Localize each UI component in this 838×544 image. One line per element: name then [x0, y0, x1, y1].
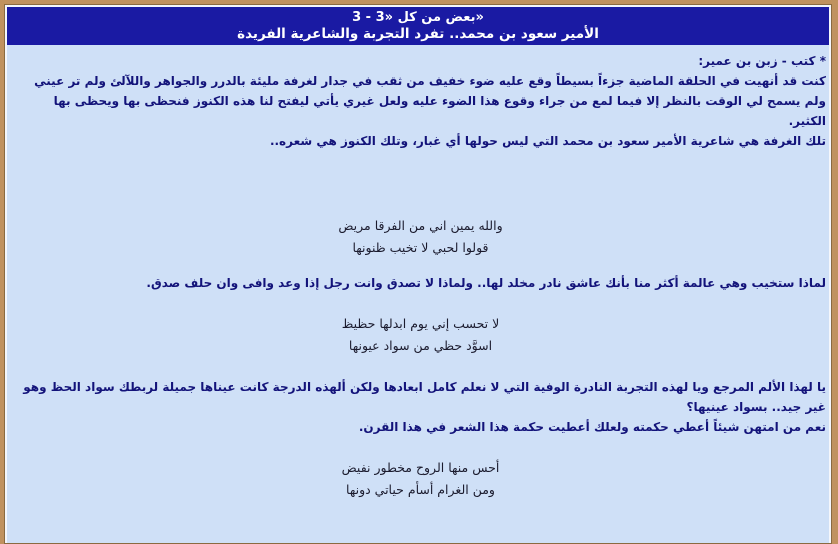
spacer — [15, 293, 826, 313]
poem-line: اسوَّد حظي من سواد عيونها — [348, 338, 493, 353]
paragraph-5: نعم من امتهن شيئاً أعطي حكمته ولعلك أعطيت حكمة هذا الشعر في هذا القرن. — [358, 420, 826, 434]
paragraph-4: يا لهذا الألم المرجع ويا لهذه التجربة النادرة الوفية التي لا نعلم كامل ابعادها ولكن ألهذه الدرجة كانت عيناها جميلة لربطك سواد الحظ وهو غير جيد.. بسواد عينيها؟ — [23, 380, 826, 414]
series-title: بعض من كل «3 - 3» — [352, 10, 484, 25]
spacer — [15, 437, 826, 457]
poem-line: والله يمين اني من الفرقا مريض — [338, 218, 503, 233]
spacer — [15, 357, 826, 377]
paragraph-3: لماذا ستخيب وهي عالمة أكثر منا بأنك عاشق نادر مخلد لها.. ولماذا لا تصدق وانت رجل إذا وعد وافى وان حلف صدق. — [146, 276, 826, 290]
spacer — [15, 259, 826, 273]
paragraph-1: كنت قد أنهيت في الحلقة الماضية جزءاً بسيطاً وقع عليه ضوء خفيف من ثقب في جدار لغرفة مليئة بالدرر والجواهر واللآلئ ولم تر عيني ولم يسمح لي الوقت بالنظر إلا فيما لمع من جراء وقوع هذا الضوء عليه ولعل غيري يأتي ليفتح لنا هذه الكنوز فنحظى بها ويحظى بها الكثير. — [34, 74, 826, 128]
article-header — [7, 7, 829, 45]
poem-verse-2 — [15, 313, 826, 357]
article-title: الأمير سعود بن محمد.. تفرد التجربة والشاعرية الفريدة — [237, 26, 599, 42]
poem-verse-3 — [15, 457, 826, 501]
poem-line: ومن الغرام أسأم حياتي دونها — [346, 482, 495, 497]
article-frame — [4, 4, 832, 544]
poem-verse-1 — [15, 215, 826, 259]
article-body — [7, 45, 829, 543]
poem-line: أحس منها الروح مخطور نفيض — [341, 460, 500, 475]
poem-line: لا تحسب إني يوم ابدلها حظيظ — [341, 316, 500, 331]
spacer — [15, 151, 826, 215]
paragraph-2: تلك الغرفة هي شاعرية الأمير سعود بن محمد التي ليس حولها أي غبار، وتلك الكنوز هي شعره.. — [269, 134, 826, 148]
byline: * كتب - زبن بن عمير: — [698, 54, 826, 68]
poem-line: قولوا لحبي لا تخيب ظنونها — [352, 240, 489, 255]
